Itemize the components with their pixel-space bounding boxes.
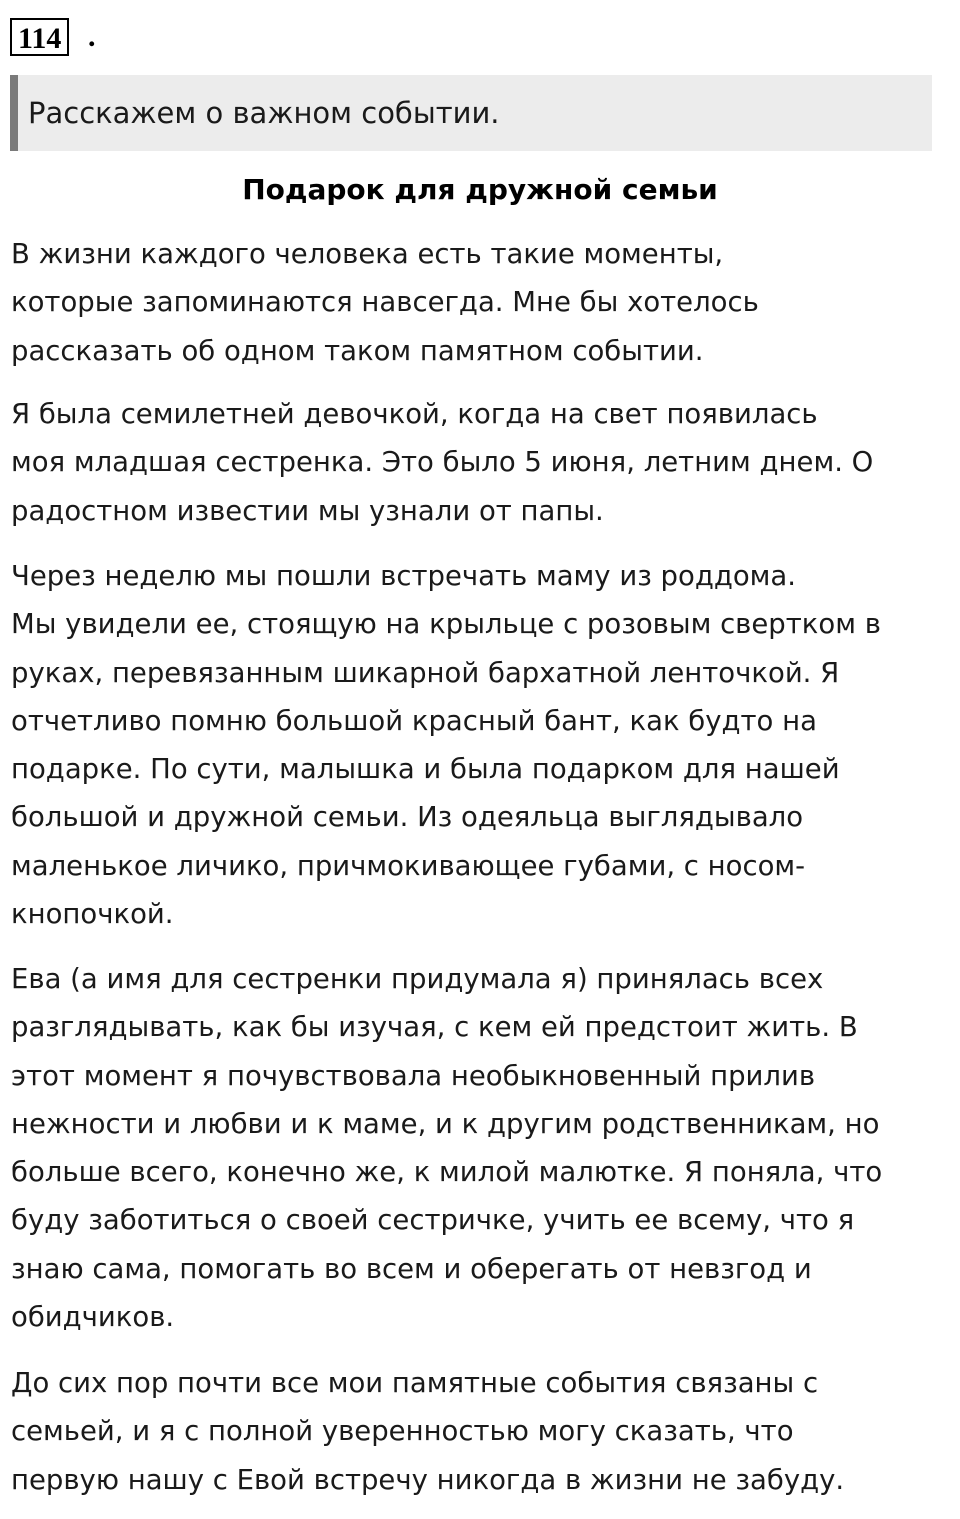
essay-title: Подарок для дружной семьи bbox=[242, 173, 718, 206]
paragraph-2: Я была семилетней девочкой, когда на свет появилась моя младшая сестренка. Это было 5 июня, летним днем. О радостном известии мы узнали от папы. bbox=[11, 398, 874, 527]
exercise-number-dot: . bbox=[88, 20, 96, 53]
paragraph-5: До сих пор почти все мои памятные события связаны с семьей, и я с полной уверенностью могу сказать, что первую нашу с Евой встречу никогда в жизни не забуду. bbox=[11, 1367, 845, 1496]
paragraph-3: Через неделю мы пошли встречать маму из роддома. Мы увидели ее, стоящую на крыльце с розовым свертком в руках, перевязанным шикарной бархатной ленточкой. Я отчетливо помню большой красный бант, как будто на подарке. По сути, малышка и была подарком для нашей большой и дружной семьи. Из одеяльца выглядывало маленькое личико, причмокивающее губами, с носом- кнопочкой. bbox=[11, 560, 881, 931]
paragraph-4: Ева (а имя для сестренки придумала я) принялась всех разглядывать, как бы изучая, с кем ей предстоит жить. В этот момент я почувствовала необыкновенный прилив нежности и любви и к маме, и к другим родственникам, но больше всего, конечно же, к милой малютке. Я поняла, что буду заботиться о своей сестричке, учить ее всему, что я знаю сама, помогать во всем и оберегать от невзгод и обидчиков. bbox=[11, 963, 883, 1334]
task-instruction: Расскажем о важном событии. bbox=[10, 75, 932, 151]
paragraph-1: В жизни каждого человека есть такие моменты, которые запоминаются навсегда. Мне бы хотелось рассказать об одном таком памятном событии. bbox=[11, 238, 759, 367]
exercise-number: 114 bbox=[10, 18, 69, 56]
